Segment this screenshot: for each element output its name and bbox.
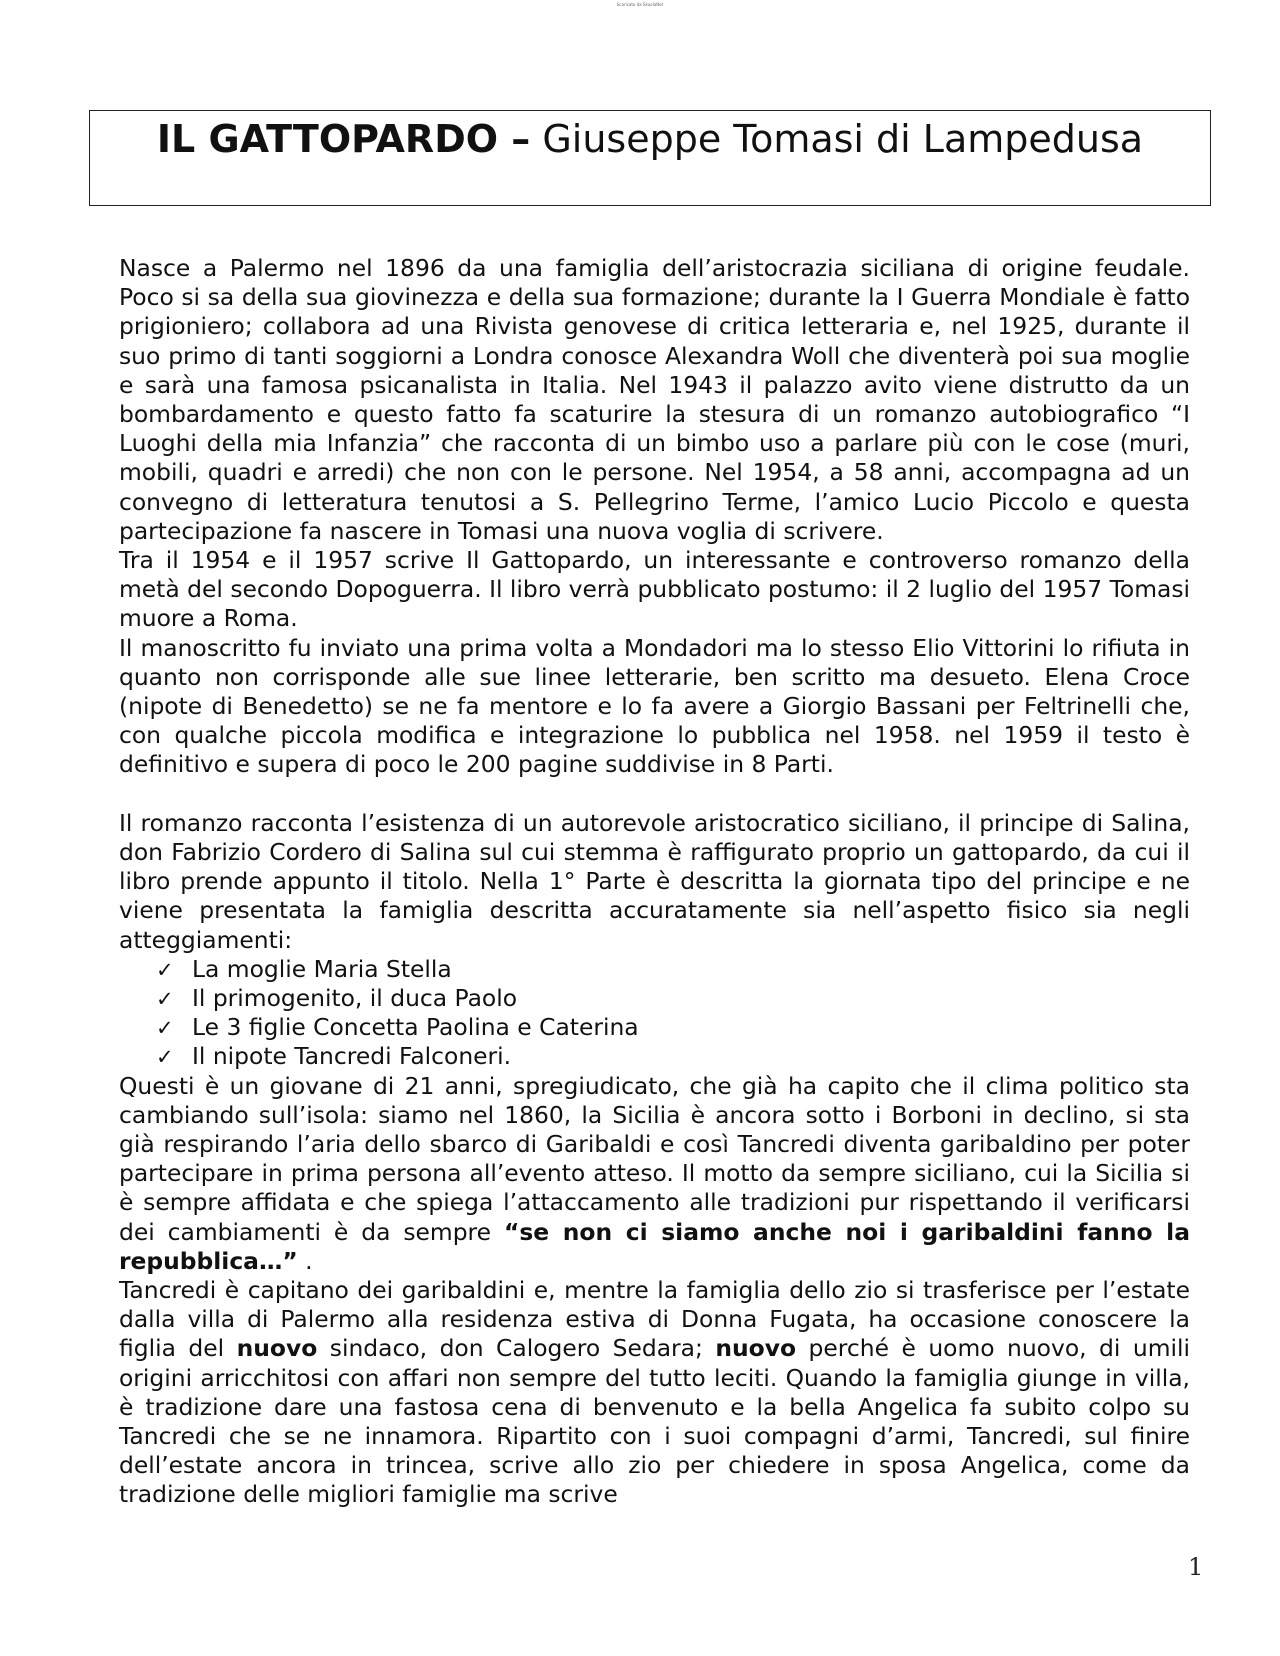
document-body <box>119 254 1190 1510</box>
title-bold: IL GATTOPARDO – <box>156 117 531 161</box>
paragraph-manuscript: Il manoscritto fu inviato una prima volta a Mondadori ma lo stesso Elio Vittorini lo rifiuta in quanto non corrisponde alle sue linee letterarie, ben scritto ma desueto. Elena Croce (nipote di Benedetto) se ne fa mentore e lo fa avere a Giorgio Bassani per Feltrinelli che, con qualche piccola modifica e integrazione lo pubblica nel 1958. nel 1959 il testo è definitivo e supera di poco le 200 pagine suddivise in 8 Parti. <box>119 633 1190 779</box>
tancredi-text-2: sindaco, don Calogero Sedara; <box>317 1334 716 1363</box>
tancredi-text-1: Tancredi è capitano dei garibaldini e, mentre la famiglia dello zio si trasferisce per l’estate dalla villa di Palermo alla residenza estiva di Donna Fugata, ha occasione conoscere la figlia del <box>119 1276 1190 1363</box>
list-item <box>156 955 1190 984</box>
paragraph-spacer <box>119 780 1190 809</box>
document-title <box>90 115 1210 163</box>
list-item <box>156 984 1190 1013</box>
paragraph-plot: Il romanzo racconta l’esistenza di un autorevole aristocratico siciliano, il principe di Salina, don Fabrizio Cordero di Salina sul cui stemma è raffigurato proprio un gattopardo, da cui il libro prende appunto il titolo. Nella 1° Parte è descritta la giornata tipo del principe e ne viene presentata la famiglia descritta accuratamente sia nell’aspetto fisico sia negli atteggiamenti: <box>119 808 1190 954</box>
motto-quote: “se non ci siamo anche noi i garibaldini fanno la repubblica…” <box>119 1217 1190 1275</box>
check-mark-icon: ✓ <box>156 957 174 982</box>
title-box <box>89 110 1211 206</box>
emphasis-nuovo-2: nuovo <box>715 1334 797 1363</box>
motto-end: . <box>297 1246 313 1275</box>
family-checklist <box>119 955 1190 1072</box>
paragraph-motto <box>119 1072 1190 1276</box>
check-mark-icon: ✓ <box>156 987 174 1012</box>
paragraph-biography: Nasce a Palermo nel 1896 da una famiglia dell’aristocrazia siciliana di origine feudale. Poco si sa della sua giovinezza e della sua formazione; durante la I Guerra Mondiale è fatto prigioniero; collabora ad una Rivista genovese di critica letteraria e, nel 1925, durante il suo primo di tanti soggiorni a Londra conosce Alexandra Woll che diventerà poi sua moglie e sarà una famosa psicanalista in Italia. Nel 1943 il palazzo avito viene distrutto da un bombardamento e questo fatto fa scaturire la stesura di un romanzo autobiografico “I Luoghi della mia Infanzia” che racconta di un bimbo uso a parlare più con le cose (muri, mobili, quadri e arredi) che non con le persone. Nel 1954, a 58 anni, accompagna ad un convegno di letteratura tenutosi a S. Pellegrino Terme, l’amico Lucio Piccolo e questa partecipazione fa nascere in Tomasi una nuova voglia di scrivere. <box>119 254 1190 545</box>
list-item <box>156 1013 1190 1042</box>
emphasis-nuovo-1: nuovo <box>236 1334 318 1363</box>
header-watermark: Scaricato da SkuolaNet <box>616 2 664 7</box>
title-author: Giuseppe Tomasi di Lampedusa <box>530 117 1144 161</box>
list-item-text: Il nipote Tancredi Falconeri. <box>192 1042 512 1071</box>
list-item-text: Le 3 figlie Concetta Paolina e Caterina <box>192 1013 639 1042</box>
check-mark-icon: ✓ <box>156 1045 174 1070</box>
list-item <box>156 1042 1190 1071</box>
motto-text: Questi è un giovane di 21 anni, spregiudicato, che già ha capito che il clima politico sta cambiando sull’isola: siamo nel 1860, la Sicilia è ancora sotto i Borboni in declino, si sta già respirando l’aria dello sbarco di Garibaldi e così Tancredi diventa garibaldino per poter partecipare in prima persona all’evento atteso. Il motto da sempre siciliano, cui la Sicilia si è sempre affidata e che spiega l’attaccamento alle tradizioni pur rispettando il verificarsi dei cambiamenti è da sempre <box>119 1071 1190 1246</box>
page-number: 1 <box>1188 1553 1204 1581</box>
tancredi-text-3: perché è uomo nuovo, di umili origini arricchitosi con affari non sempre del tutto leciti. Quando la famiglia giunge in villa, è tradizione dare una fastosa cena di benvenuto e la bella Angelica fa subito colpo su Tancredi che se ne innamora. Ripartito con i suoi compagni d’armi, Tancredi, sul finire dell’estate ancora in trincea, scrive allo zio per chiedere in sposa Angelica, come da tradizione delle migliori famiglie ma scrive <box>119 1334 1190 1509</box>
check-mark-icon: ✓ <box>156 1016 174 1041</box>
paragraph-writing: Tra il 1954 e il 1957 scrive Il Gattopardo, un interessante e controverso romanzo della metà del secondo Dopoguerra. Il libro verrà pubblicato postumo: il 2 luglio del 1957 Tomasi muore a Roma. <box>119 546 1190 633</box>
list-item-text: Il primogenito, il duca Paolo <box>192 984 518 1013</box>
list-item-text: La moglie Maria Stella <box>192 954 452 983</box>
paragraph-tancredi <box>119 1276 1190 1510</box>
